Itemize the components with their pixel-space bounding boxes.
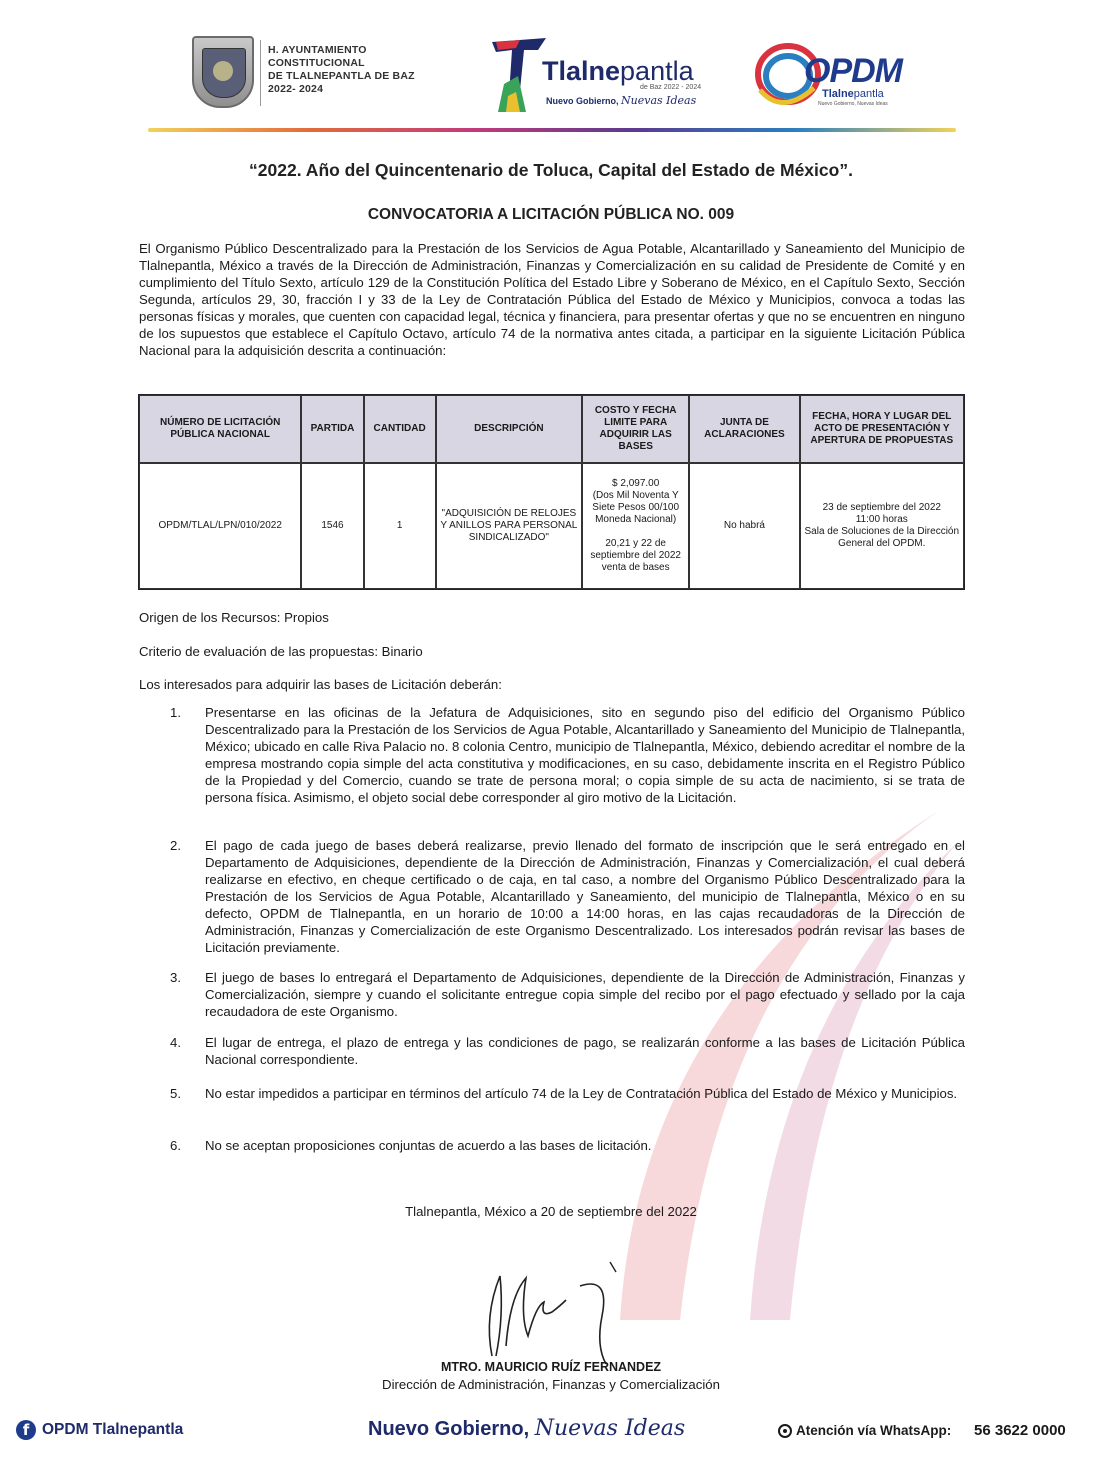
requirement-text: El lugar de entrega, el plazo de entrega y las condiciones de pago, se realizarán conforme a las bases de Licitación Pública Nacional correspondiente.: [205, 1035, 965, 1067]
acto-hora: 11:00 horas: [855, 514, 908, 525]
requirement-text: El pago de cada juego de bases deberá realizarse, previo llenado del formato de inscripción que le será entregado en el Departamento de Adquisiciones, dependiente de la Dirección de Administración, Finanzas y Comercialización, el cual deberá realizarse en efectivo, en cheque certificado o de caja, en tal caso, a nombre del Organismo Público Descentralizado para la Prestación de los Servicios de Agua Potable, Alcantarillado y Saneamiento, del municipio de Tlalnepantla, México o en su defecto, OPDM de Tlalnepantla, en un horario de 10:00 a 14:00 horas, en las cajas recaudadoras de la Dirección de Administración, Finanzas y Comercialización de este Organismo Descentralizado. Los interesados podrán revisar las bases de Licitación previamente.: [205, 838, 965, 955]
cell-descripcion: "ADQUISICIÓN DE RELOJES Y ANILLOS PARA PERSONAL SINDICALIZADO": [436, 463, 582, 589]
costo-fecha-venta: 20,21 y 22 de septiembre del 2022 venta de bases: [590, 538, 681, 573]
ayuntamiento-line: CONSTITUCIONAL: [268, 57, 365, 69]
opdm-subtitle: Tlalnepantla: [822, 88, 884, 100]
requirement-item: [170, 704, 965, 806]
column-header: PARTIDA: [301, 395, 363, 463]
footer-slogan: Nuevo Gobierno, Nuevas Ideas: [368, 1416, 686, 1441]
whatsapp-number: 56 3622 0000: [974, 1422, 1066, 1439]
requirement-text: No se aceptan proposiciones conjuntas de acuerdo a las bases de licitación.: [205, 1138, 652, 1153]
ayuntamiento-line: 2022- 2024: [268, 83, 324, 95]
opdm-logo: [752, 38, 922, 118]
costo-letra: (Dos Mil Noventa Y Siete Pesos 00/100 Moneda Nacional): [592, 490, 680, 525]
intro-paragraph: El Organismo Público Descentralizado para la Prestación de los Servicios de Agua Potable, Alcantarillado y Saneamiento del Municipio de Tlalnepantla, México a través de la Dirección de Administración, Finanzas y Comercialización en su calidad de Presidente de Comité y en cumplimiento del Título Sexto, artículo 129 de la Constitución Política del Estado Libre y Soberano de México, en el Capítulo Sexto, Sección Segunda, artículos 29, 30, fracción I y 33 de la Ley de Contratación Pública del Estado de México y Municipios, convoca a todas las personas físicas y morales, que cuenten con capacidad legal, técnica y financiera, para presentar ofertas y que no se encuentren en ninguno de los supuestos que establece el Capítulo Octavo, artículo 74 de la normativa antes citada, a participar en la siguiente Licitación Pública Nacional para la adquisición descrita a continuación:: [139, 241, 965, 358]
tlalnepantla-slogan: Nuevo Gobierno, Nuevas Ideas: [546, 94, 697, 107]
column-header: DESCRIPCIÓN: [436, 395, 582, 463]
signer-name: MTRO. MAURICIO RUÍZ FERNANDEZ: [440, 1360, 662, 1374]
requirement-text: El juego de bases lo entregará el Departamento de Adquisiciones, dependiente de la Dirección de Administración, Finanzas y Comercialización, siempre y cuando el solicitante entregue copia simple del recibo por el pago efectuado y sellado por la caja recaudadora de este Organismo.: [205, 970, 965, 1019]
cell-partida: 1546: [301, 463, 363, 589]
municipal-seal-logo: [192, 36, 254, 108]
acto-lugar: Sala de Soluciones de la Dirección General del OPDM.: [804, 526, 960, 549]
requirement-number: 4.: [170, 1035, 181, 1050]
requirement-number: 6.: [170, 1138, 181, 1153]
cell-junta: No habrá: [689, 463, 799, 589]
column-header: COSTO Y FECHA LIMITE PARA ADQUIRIR LAS BASES: [582, 395, 689, 463]
acto-fecha: 23 de septiembre del 2022: [822, 502, 941, 513]
column-header: FECHA, HORA Y LUGAR DEL ACTO DE PRESENTACIÓN Y APERTURA DE PROPUESTAS: [800, 395, 964, 463]
year-motto: “2022. Año del Quincentenario de Toluca, Capital del Estado de México”.: [249, 160, 853, 180]
tlalnepantla-t-mark: [490, 36, 550, 116]
tlalnepantla-period: de Baz 2022 - 2024: [640, 84, 702, 91]
cell-acto: [800, 463, 964, 589]
requirement-item: [170, 969, 965, 1020]
table-header-row: [139, 395, 964, 463]
facebook-label: OPDM Tlalnepantla: [42, 1421, 184, 1438]
opdm-wordmark: OPDM: [804, 52, 902, 90]
divider: [260, 40, 261, 106]
requirement-item: [170, 1085, 965, 1102]
tlalnepantla-wordmark: Tlalnepantla: [542, 56, 694, 86]
requirement-item: [170, 1137, 965, 1154]
handwritten-signature: [470, 1256, 630, 1366]
ayuntamiento-line: DE TLALNEPANTLA DE BAZ: [268, 70, 415, 82]
page-title: CONVOCATORIA A LICITACIÓN PÚBLICA NO. 009: [367, 206, 735, 223]
ayuntamiento-line: H. AYUNTAMIENTO: [268, 44, 367, 56]
requirement-number: 2.: [170, 838, 181, 853]
origen-recursos: Origen de los Recursos: Propios: [139, 610, 329, 625]
requirement-number: 1.: [170, 705, 181, 720]
tlalnepantla-logo: [490, 36, 700, 116]
facebook-icon: f: [16, 1420, 36, 1440]
column-header: NÚMERO DE LICITACIÓN PÚBLICA NACIONAL: [139, 395, 301, 463]
criterio-evaluacion: Criterio de evaluación de las propuestas: Binario: [139, 644, 423, 659]
column-header: JUNTA DE ACLARACIONES: [689, 395, 799, 463]
cell-numero: OPDM/TLAL/LPN/010/2022: [139, 463, 301, 589]
requirement-number: 3.: [170, 970, 181, 985]
interesados-intro: Los interesados para adquirir las bases de Licitación deberán:: [139, 677, 502, 692]
table-row: [139, 463, 964, 589]
requirement-item: [170, 837, 965, 956]
header-color-rule: [148, 128, 956, 132]
place-date: Tlalnepantla, México a 20 de septiembre del 2022: [405, 1204, 697, 1219]
ayuntamiento-name: [268, 44, 458, 96]
bid-table: [138, 394, 965, 590]
letterhead: [0, 0, 1102, 140]
requirement-text: No estar impedidos a participar en términos del artículo 74 de la Ley de Contratación Pública del Estado de México y Municipios.: [205, 1086, 958, 1101]
column-header: CANTIDAD: [364, 395, 436, 463]
whatsapp-label: Atención vía WhatsApp:: [796, 1423, 952, 1438]
cell-cantidad: 1: [364, 463, 436, 589]
opdm-slogan: Nuevo Gobierno, Nuevas Ideas: [818, 101, 888, 107]
whatsapp-icon: [778, 1424, 792, 1438]
signer-department: Dirección de Administración, Finanzas y Comercialización: [382, 1377, 720, 1392]
costo-amount: $ 2,097.00: [612, 478, 660, 489]
requirement-number: 5.: [170, 1086, 181, 1101]
requirement-text: Presentarse en las oficinas de la Jefatura de Adquisiciones, sito en segundo piso del edificio del Organismo Público Descentralizado para la Prestación de los Servicios de Agua Potable, Alcantarillado y Saneamiento del Municipio de Tlalnepantla, México; ubicado en calle Riva Palacio no. 8 colonia Centro, municipio de Tlalnepantla, México, debiendo acreditar el nombre de la empresa mostrando copia simple del acta constitutiva y modificaciones, en su caso, debidamente inscrita en el Registro Público de la Propiedad y del Comercio, cuando se trate de persona moral; o copia simple de su acta de nacimiento, si se trata de persona física. Asimismo, el objeto social debe corresponder al giro motivo de la Licitación.: [205, 705, 965, 805]
cell-costo: [582, 463, 689, 589]
requirement-item: [170, 1034, 965, 1068]
